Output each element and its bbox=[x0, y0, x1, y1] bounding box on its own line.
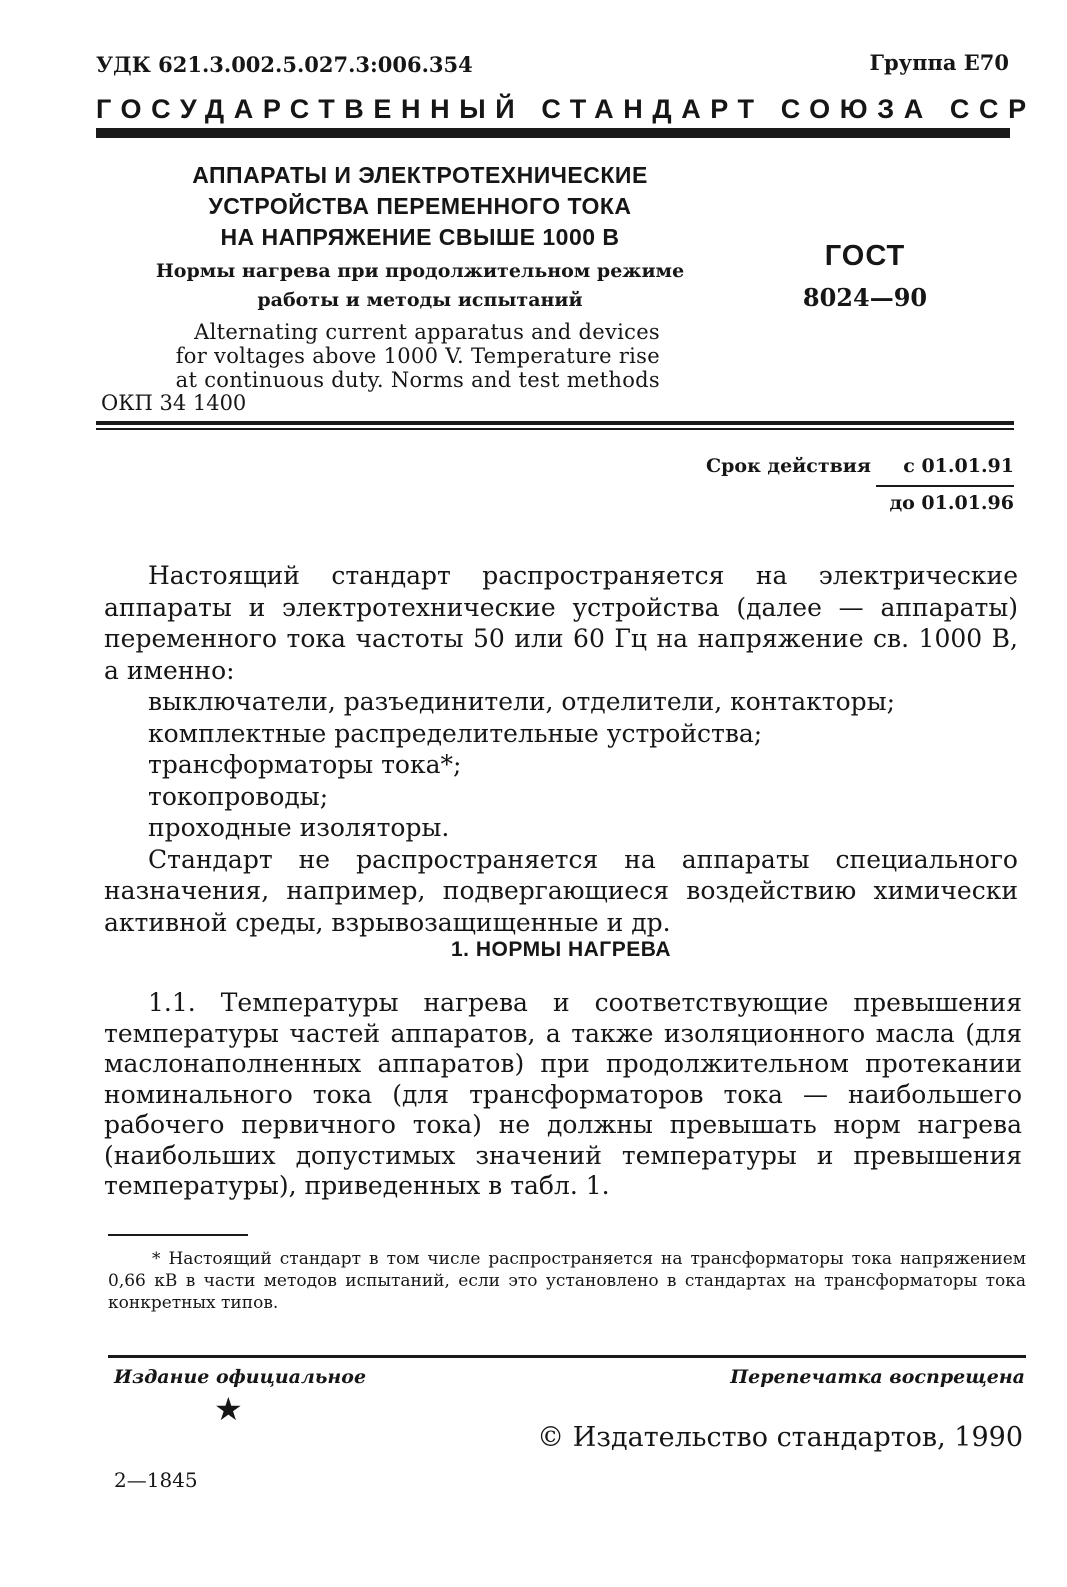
english-title bbox=[150, 320, 660, 392]
validity-to: до 01.01.96 bbox=[889, 492, 1014, 514]
gost-number: 8024—90 bbox=[802, 283, 928, 312]
group-code: Группа Е70 bbox=[869, 50, 1009, 75]
clause-1-1: 1.1. Температуры нагрева и соответствующие превышения температуры частей аппаратов, а также изоляционного масла (для маслонаполненных аппаратов) при продолжительном протекании номинального тока (для трансформаторов тока — наибольшего рабочего первичного тока) не должны превышать норм нагрева (наибольших допустимых значений температуры и превышения температуры), приведенных в табл. 1. bbox=[104, 988, 1022, 1200]
english-title-line-2: for voltages above 1000 V. Temperature rise bbox=[175, 344, 660, 368]
exclusion-paragraph: Стандарт не распространяется на аппараты специального назначения, например, подвергающиеся воздействию химически активной среды, взрывозащищенные и др. bbox=[104, 844, 1018, 937]
subtitle-line-2: работы и методы испытаний bbox=[257, 289, 583, 311]
title-line-1: АППАРАТЫ И ЭЛЕКТРОТЕХНИЧЕСКИЕ bbox=[192, 162, 648, 188]
subtitle bbox=[100, 257, 740, 315]
subtitle-line-1: Нормы нагрева при продолжительном режиме bbox=[155, 260, 685, 282]
print-code: 2—1845 bbox=[114, 1468, 198, 1492]
footer-divider bbox=[108, 1355, 1026, 1358]
body-text bbox=[104, 560, 1018, 938]
footnote-divider bbox=[108, 1234, 248, 1236]
english-title-line-3: at continuous duty. Norms and test methods bbox=[175, 368, 660, 392]
validity-from: с 01.01.91 bbox=[903, 455, 1014, 477]
validity-divider bbox=[876, 485, 1014, 487]
list-item: трансформаторы тока*; bbox=[148, 750, 462, 779]
copyright: © Издательство стандартов, 1990 bbox=[537, 1422, 1023, 1453]
title-line-2: УСТРОЙСТВА ПЕРЕМЕННОГО ТОКА bbox=[208, 193, 632, 219]
intro-paragraph: Настоящий стандарт распространяется на электрические аппараты и электротехнические устройства (далее — аппараты) переменного тока частоты 50 или 60 Гц на напряжение св. 1000 В, а именно: bbox=[104, 561, 1018, 685]
title-block bbox=[100, 160, 740, 315]
list-item: выключатели, разъединители, отделители, контакторы; bbox=[148, 687, 896, 716]
validity-label: Срок действия bbox=[706, 455, 871, 477]
title-divider bbox=[96, 421, 1014, 425]
english-title-line-1: Alternating current apparatus and devices bbox=[194, 320, 660, 344]
footnote: * Настоящий стандарт в том числе распространяется на трансформаторы тока напряжением 0,66 кВ в части методов испытаний, если это установлено в стандартах на трансформаторы тока конкретных типов. bbox=[108, 1249, 1026, 1313]
star-icon: ★ bbox=[214, 1390, 243, 1428]
okp-code: ОКП 34 1400 bbox=[101, 391, 247, 415]
title-line-3: НА НАПРЯЖЕНИЕ СВЫШЕ 1000 В bbox=[220, 224, 620, 250]
list-item: комплектные распределительные устройства; bbox=[148, 718, 763, 748]
reprint-notice: Перепечатка воспрещена bbox=[730, 1366, 1025, 1388]
official-edition: Издание официальное bbox=[114, 1366, 367, 1388]
list-item: проходные изоляторы. bbox=[148, 813, 450, 842]
udk-code: УДК 621.3.002.5.027.3:006.354 bbox=[96, 52, 473, 77]
section-heading: 1. НОРМЫ НАГРЕВА bbox=[451, 938, 671, 961]
top-divider bbox=[96, 128, 1010, 138]
gost-block bbox=[800, 240, 930, 312]
title-divider-thin bbox=[96, 428, 1014, 430]
state-standard-banner: ГОСУДАРСТВЕННЫЙ СТАНДАРТ СОЮЗА ССР bbox=[96, 94, 1036, 124]
gost-label: ГОСТ bbox=[824, 240, 906, 272]
list-item: токопроводы; bbox=[148, 781, 329, 811]
